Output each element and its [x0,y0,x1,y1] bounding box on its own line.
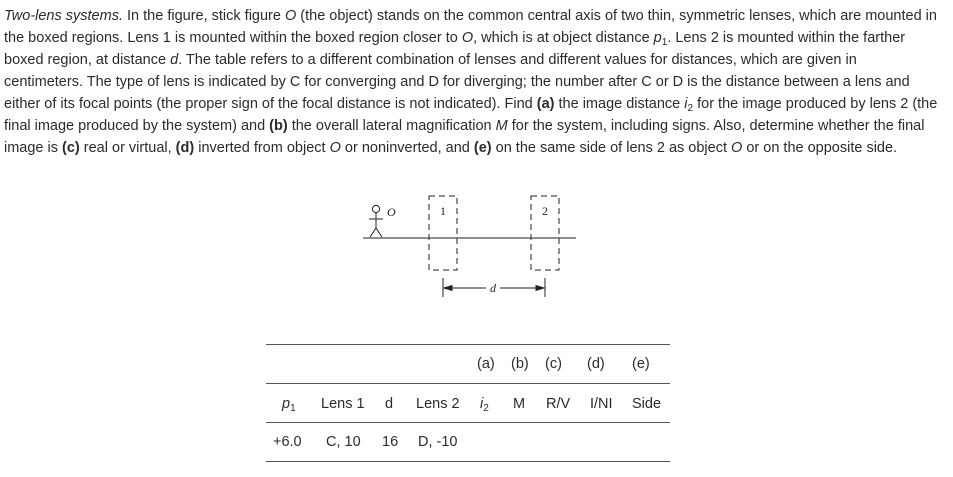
part-a: (a) [536,96,555,112]
header-part-b: (b) [511,356,529,372]
lens1-label: 1 [440,204,446,218]
var-d: d [170,52,179,68]
cell-lens2: D, -10 [418,434,458,450]
text-run: (the object) stands on the common central axis of two thin, symmetric lenses, which are mounted in the boxed regions. Lens 1 is mounted within the boxed region closer to [4,8,937,46]
cell-d: 16 [382,434,399,450]
table-rule-header [266,422,670,423]
text-run: the image distance [554,96,685,112]
var-o: O [329,140,341,156]
var-o: O [461,30,474,46]
text-run: inverted from object [194,140,330,156]
object-label: O [387,205,396,219]
header-part-e: (e) [632,356,650,372]
stick-figure-object [369,205,383,237]
text-run: for the system, including signs. Also, determine whether the final image is [4,118,925,156]
part-d: (d) [175,140,195,156]
subscript: 2 [687,103,694,114]
var-i: i [684,96,688,112]
col-header-lens1: Lens 1 [321,396,365,412]
col-header-p1 [282,396,296,412]
col-i-var: i [480,396,484,412]
text-run: on the same side of lens 2 as object [491,140,732,156]
lens2-label: 2 [542,204,548,218]
var-m: M [495,118,508,134]
text-run: . The table refers to a different combination of lenses and different values for distances, which are given in centimeters. The type of lens is indicated by C for converging and D for diverging; the number after C or D is the distance between a lens and either of its focal points (the proper sign of the focal distance is not indicated). Find [4,52,910,112]
subscript: 1 [661,37,668,48]
text-run: In the figure, stick figure [122,8,285,24]
col-header-d: d [385,396,394,412]
table-rule-mid [266,383,670,384]
col-header-rv: R/V [546,396,571,412]
header-part-d: (d) [587,356,605,372]
part-b: (b) [269,118,288,134]
text-run: , which is at object distance [473,30,654,46]
col-header-ini: I/NI [590,396,613,412]
table-rule-top [266,344,670,345]
var-o: O [731,140,743,156]
text-run: . Lens 2 is mounted within the farther boxed region, at distance [4,30,906,68]
table-rule-bottom [266,461,670,462]
col-header-i2 [480,396,489,412]
var-o: O [284,8,297,24]
cell-p1: +6.0 [273,434,302,450]
text-run: real or virtual, [79,140,176,156]
col-header-side: Side [632,396,662,412]
var-p: p [653,30,662,46]
text-run: for the image produced by lens 2 (the final image produced by the system) and [4,96,938,134]
text-run: the overall lateral magnification [287,118,496,134]
part-c: (c) [62,140,80,156]
cell-lens1: C, 10 [326,434,361,450]
text-run: or on the opposite side. [742,140,898,156]
subscript: 2 [483,403,489,414]
problem-title: Two-lens systems. [4,8,123,24]
col-p-var: p [282,396,291,412]
distance-label: d [490,281,496,295]
col-header-lens2: Lens 2 [416,396,460,412]
text-run: or noninverted, and [340,140,474,156]
subscript: 1 [290,403,296,414]
col-header-m: M [513,396,526,412]
header-part-a: (a) [477,356,495,372]
header-part-c: (c) [545,356,562,372]
part-e: (e) [473,140,492,156]
